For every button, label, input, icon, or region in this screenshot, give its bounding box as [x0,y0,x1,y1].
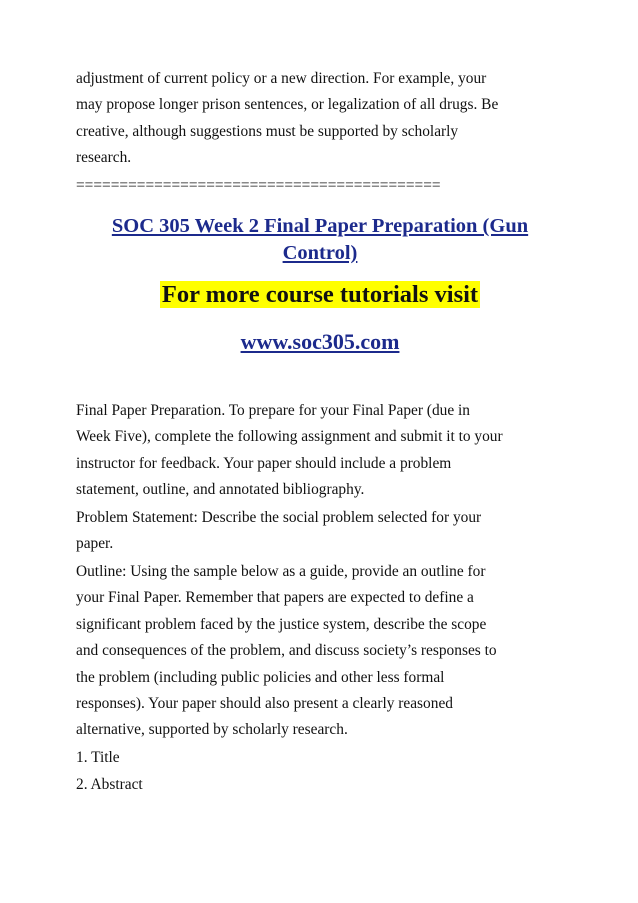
body-paragraph-2 [76,505,566,558]
text-line: significant problem faced by the justice system, describe the scope [76,615,487,633]
text-line: the problem (including public policies and other less formal [76,668,445,686]
text-line: instructor for feedback. Your paper should include a problem [76,454,452,472]
text-line: Outline: Using the sample below as a guide, provide an outline for [76,563,486,580]
separator-line: ========================================== [76,177,441,194]
website-link[interactable]: www.soc305.com [240,329,400,354]
list-item-title: 1. Title [76,749,120,766]
text-line: Week Five), complete the following assignment and submit it to your [76,428,503,446]
text-line: statement, outline, and annotated bibliography. [76,481,365,499]
text-line: research. [76,149,132,167]
text-line: may propose longer prison sentences, or legalization of all drugs. Be [76,96,499,114]
text-line: Final Paper Preparation. To prepare for your Final Paper (due in [76,402,470,419]
text-line: responses). Your paper should also present a clearly reasoned [76,695,453,713]
list-item-abstract: 2. Abstract [76,776,143,793]
body-paragraph-3 [76,559,566,744]
promo-text: For more course tutorials visit [161,281,479,308]
document-title-link[interactable] [40,213,600,267]
text-line: paper. [76,535,114,553]
text-line: Problem Statement: Describe the social problem selected for your [76,509,482,526]
text-line: your Final Paper. Remember that papers are expected to define a [76,589,474,607]
body-paragraph-1 [76,398,566,504]
title-line-2[interactable]: Control) [282,242,358,264]
promo-banner [40,279,600,311]
intro-paragraph [76,66,566,172]
text-line: and consequences of the problem, and discuss society’s responses to [76,642,497,660]
text-line: adjustment of current policy or a new direction. For example, your [76,70,487,87]
text-line: alternative, supported by scholarly research. [76,721,348,739]
text-line: creative, although suggestions must be supported by scholarly [76,122,459,140]
title-line-1[interactable]: SOC 305 Week 2 Final Paper Preparation (Gun [111,215,529,237]
